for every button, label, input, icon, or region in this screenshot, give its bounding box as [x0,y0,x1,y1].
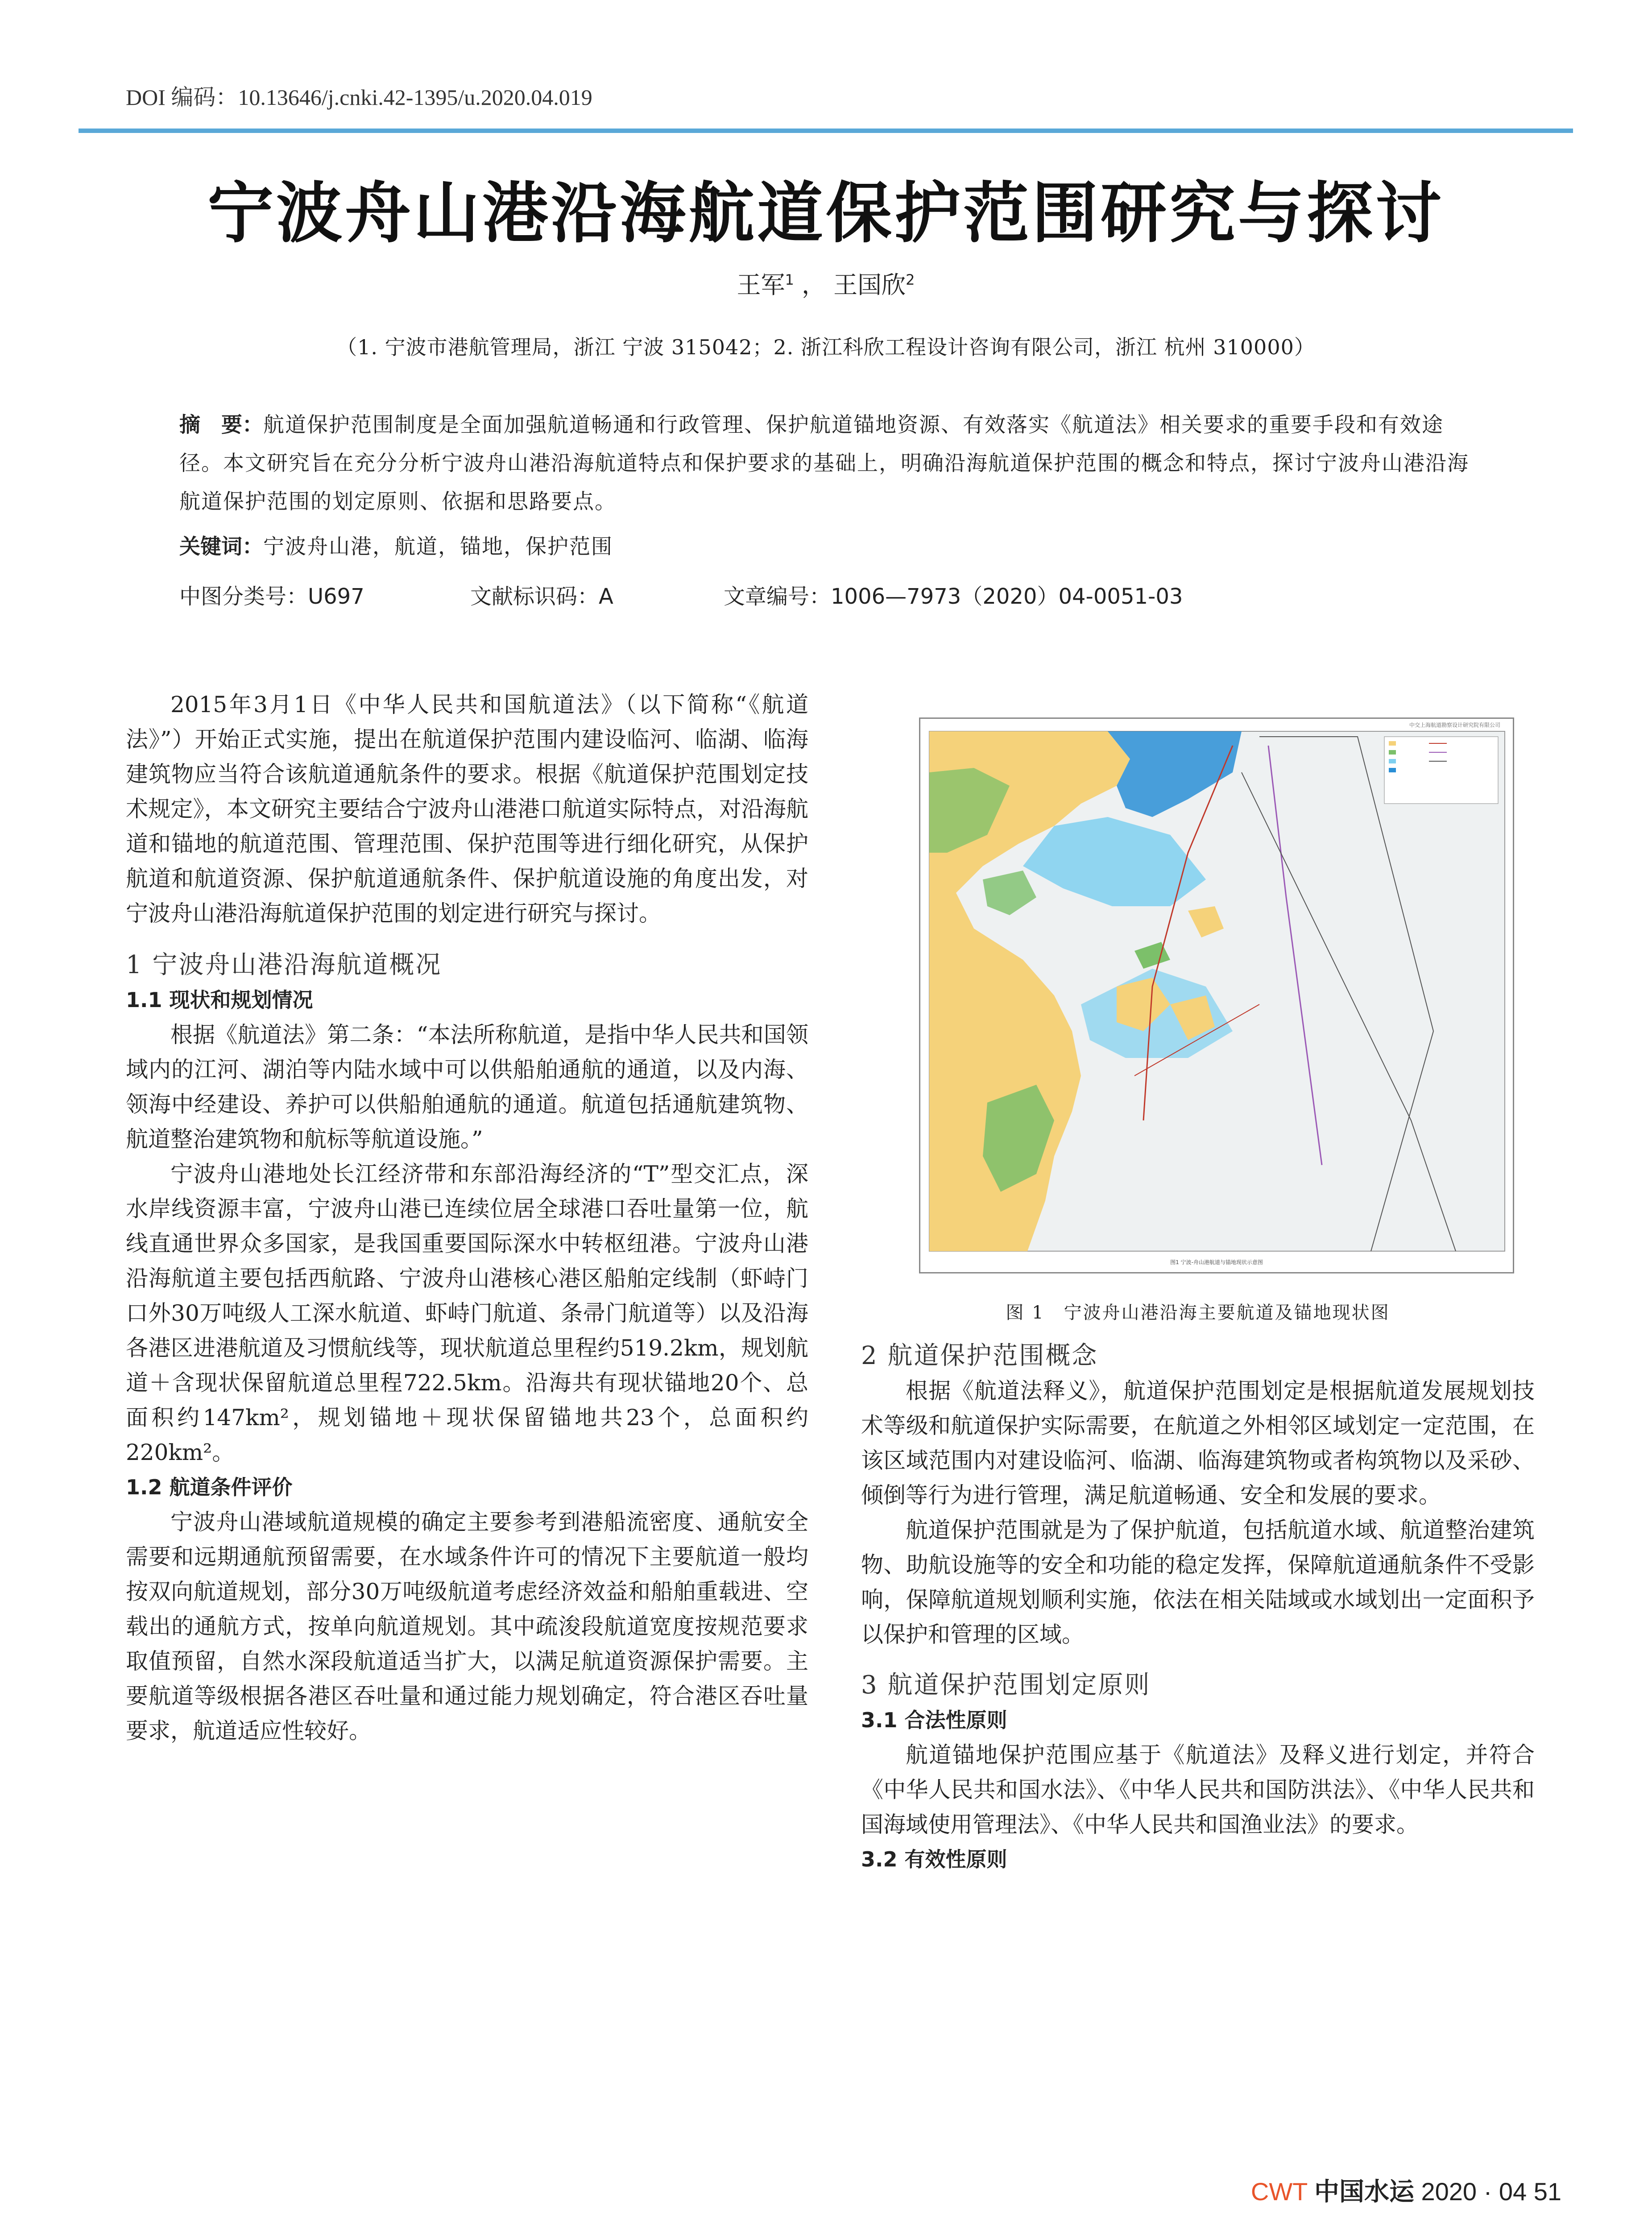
map-inner-caption: 图1 宁波-舟山港航道与锚地现状示意图 [1170,1259,1263,1265]
footer-journal: 中国水运 [1314,2177,1414,2206]
section-3-1-paragraph-1: 航道锚地保护范围应基于《航道法》及释义进行划定，并符合《中华人民共和国水法》、《中华人民共和国防洪法》、《中华人民共和国海域使用管理法》、《中华人民共和国渔业法》的要求。 [861,1742,1535,1837]
intro-paragraph: 2015年3月1日《中华人民共和国航道法》（以下简称“《航道法》”）开始正式实施，提出在航道保护范围内建设临河、临湖、临海建筑物应当符合该航道通航条件的要求。根据《航道保护范围划定技术规定》，本文研究主要结合宁波舟山港港口航道实际特点，对沿海航道和锚地的航道范围、管理范围、保护范围等进行细化研究，从保护航道和航道资源、保护航道通航条件、保护航道设施的角度出发，对宁波舟山港沿海航道保护范围的划定进行研究与探讨。 [126,692,808,926]
map-legend-swatch-green [1389,750,1396,755]
map-graphic [920,719,1513,1272]
map-legend [1384,737,1498,804]
clc-code: 中图分类号：U697 [179,584,364,609]
header-rule [79,129,1573,133]
doi-line: DOI 编码：10.13646/j.cnki.42-1395/u.2020.04.019 [126,85,592,110]
map-legend-swatch-land [1389,741,1396,746]
affiliation: （1. 宁波市港航管理局，浙江 宁波 315042；2. 浙江科欣工程设计咨询有限公司，浙江 杭州 310000） [336,335,1315,359]
section-1-heading: 1 宁波舟山港沿海航道概况 [126,950,442,979]
right-column [861,1339,1535,1877]
map-legend-swatch-deep [1389,768,1396,772]
author-2: 王国欣 [833,271,906,299]
map-publisher-note: 中交上海航道勘察设计研究院有限公司 [1409,722,1500,728]
author-1: 王军 [737,271,785,299]
left-column [126,687,808,1748]
keywords-text: 宁波舟山港，航道，锚地，保护范围 [263,535,613,559]
section-1-2-paragraph-1: 宁波舟山港域航道规模的确定主要参考到港船流密度、通航安全需要和远期通航预留需要，在水域条件许可的情况下主要航道一般均按双向航道规划，部分30万吨级航道考虑经济效益和船舶重载进、空载出的通航方式，按单向航道规划。其中疏浚段航道宽度按规范要求取值预留，自然水深段航道适当扩大，以满足航道资源保护需要。主要航道等级根据各港区吞吐量和通过能力规划确定，符合港区吞吐量要求，航道适应性较好。 [126,1509,808,1744]
keywords [179,530,613,560]
article-number: 文章编号：1006—7973（2020）04-0051-03 [724,584,1183,609]
document-code: 文献标识码：A [470,584,613,609]
abstract-label: 摘 要： [179,413,263,437]
author-1-sup: 1 [785,271,794,288]
authors [79,266,1573,300]
footer-issue: 2020 · 04 [1421,2177,1527,2206]
page-title: 宁波舟山港沿海航道保护范围研究与探讨 [207,174,1444,252]
section-2-paragraph-2: 航道保护范围就是为了保护航道，包括航道水域、航道整治建筑物、助航设施等的安全和功能的稳定发挥，保障航道通航条件不受影响，保障航道规划顺利实施，依法在相关陆域或水域划出一定面积予以保护和管理的区域。 [861,1517,1535,1647]
footer-cwt: CWT [1250,2177,1308,2206]
footer-page-number: 51 [1533,2177,1561,2206]
author-separator: ， [802,271,826,299]
abstract [179,406,1482,521]
section-1-1-paragraph-2: 宁波舟山港地处长江经济带和东部沿海经济的“T”型交汇点，深水岸线资源丰富，宁波舟山港已连续位居全球港口吞吐量第一位，航线直通世界众多国家，是我国重要国际深水中转枢纽港。宁波舟山港沿海航道主要包括西航路、宁波舟山港核心港区船舶定线制（虾峙门口外30万吨级人工深水航道、虾峙门航道、条帚门航道等）以及沿海各港区进港航道及习惯航线等，现状航道总里程约519.2km，规划航道＋含现状保留航道总里程722.5km。沿海共有现状锚地20个、总面积约147km²，规划锚地＋现状保留锚地共23个，总面积约220km²。 [126,1161,808,1465]
author-2-sup: 2 [906,271,915,288]
keywords-label: 关键词： [179,535,263,559]
figure-caption: 图 1 宁波舟山港沿海主要航道及锚地现状图 [1006,1302,1390,1323]
section-2-heading: 2 航道保护范围概念 [861,1341,1098,1370]
section-1-1-paragraph-1: 根据《航道法》第二条：“本法所称航道，是指中华人民共和国领域内的江河、湖泊等内陆水域中可以供船舶通航的通道，以及内海、领海中经建设、养护可以供船舶通航的通道。航道包括通航建筑物、航道整治建筑物和航标等航道设施。” [126,1022,808,1152]
section-1-2-heading: 1.2 航道条件评价 [126,1475,293,1499]
section-3-2-heading: 3.2 有效性原则 [861,1847,1007,1871]
section-3-heading: 3 航道保护范围划定原则 [861,1671,1151,1700]
section-2-paragraph-1: 根据《航道法释义》，航道保护范围划定是根据航道发展规划技术等级和航道保护实际需要，在航道之外相邻区域划定一定范围，在该区域范围内对建设临河、临湖、临海建筑物或者构筑物以及采砂、倾倒等行为进行管理，满足航道畅通、安全和发展的要求。 [861,1378,1535,1508]
abstract-text: 航道保护范围制度是全面加强航道畅通和行政管理、保护航道锚地资源、有效落实《航道法》相关要求的重要手段和有效途径。本文研究旨在充分分析宁波舟山港沿海航道特点和保护要求的基础上，明确沿海航道保护范围的概念和特点，探讨宁波舟山港沿海航道保护范围的划定原则、依据和思路要点。 [179,413,1469,514]
figure-map [919,717,1514,1273]
map-legend-swatch-shallow [1389,759,1396,763]
section-3-1-heading: 3.1 合法性原则 [861,1708,1007,1732]
page-footer [1160,2172,1561,2208]
section-1-1-heading: 1.1 现状和规划情况 [126,988,313,1012]
